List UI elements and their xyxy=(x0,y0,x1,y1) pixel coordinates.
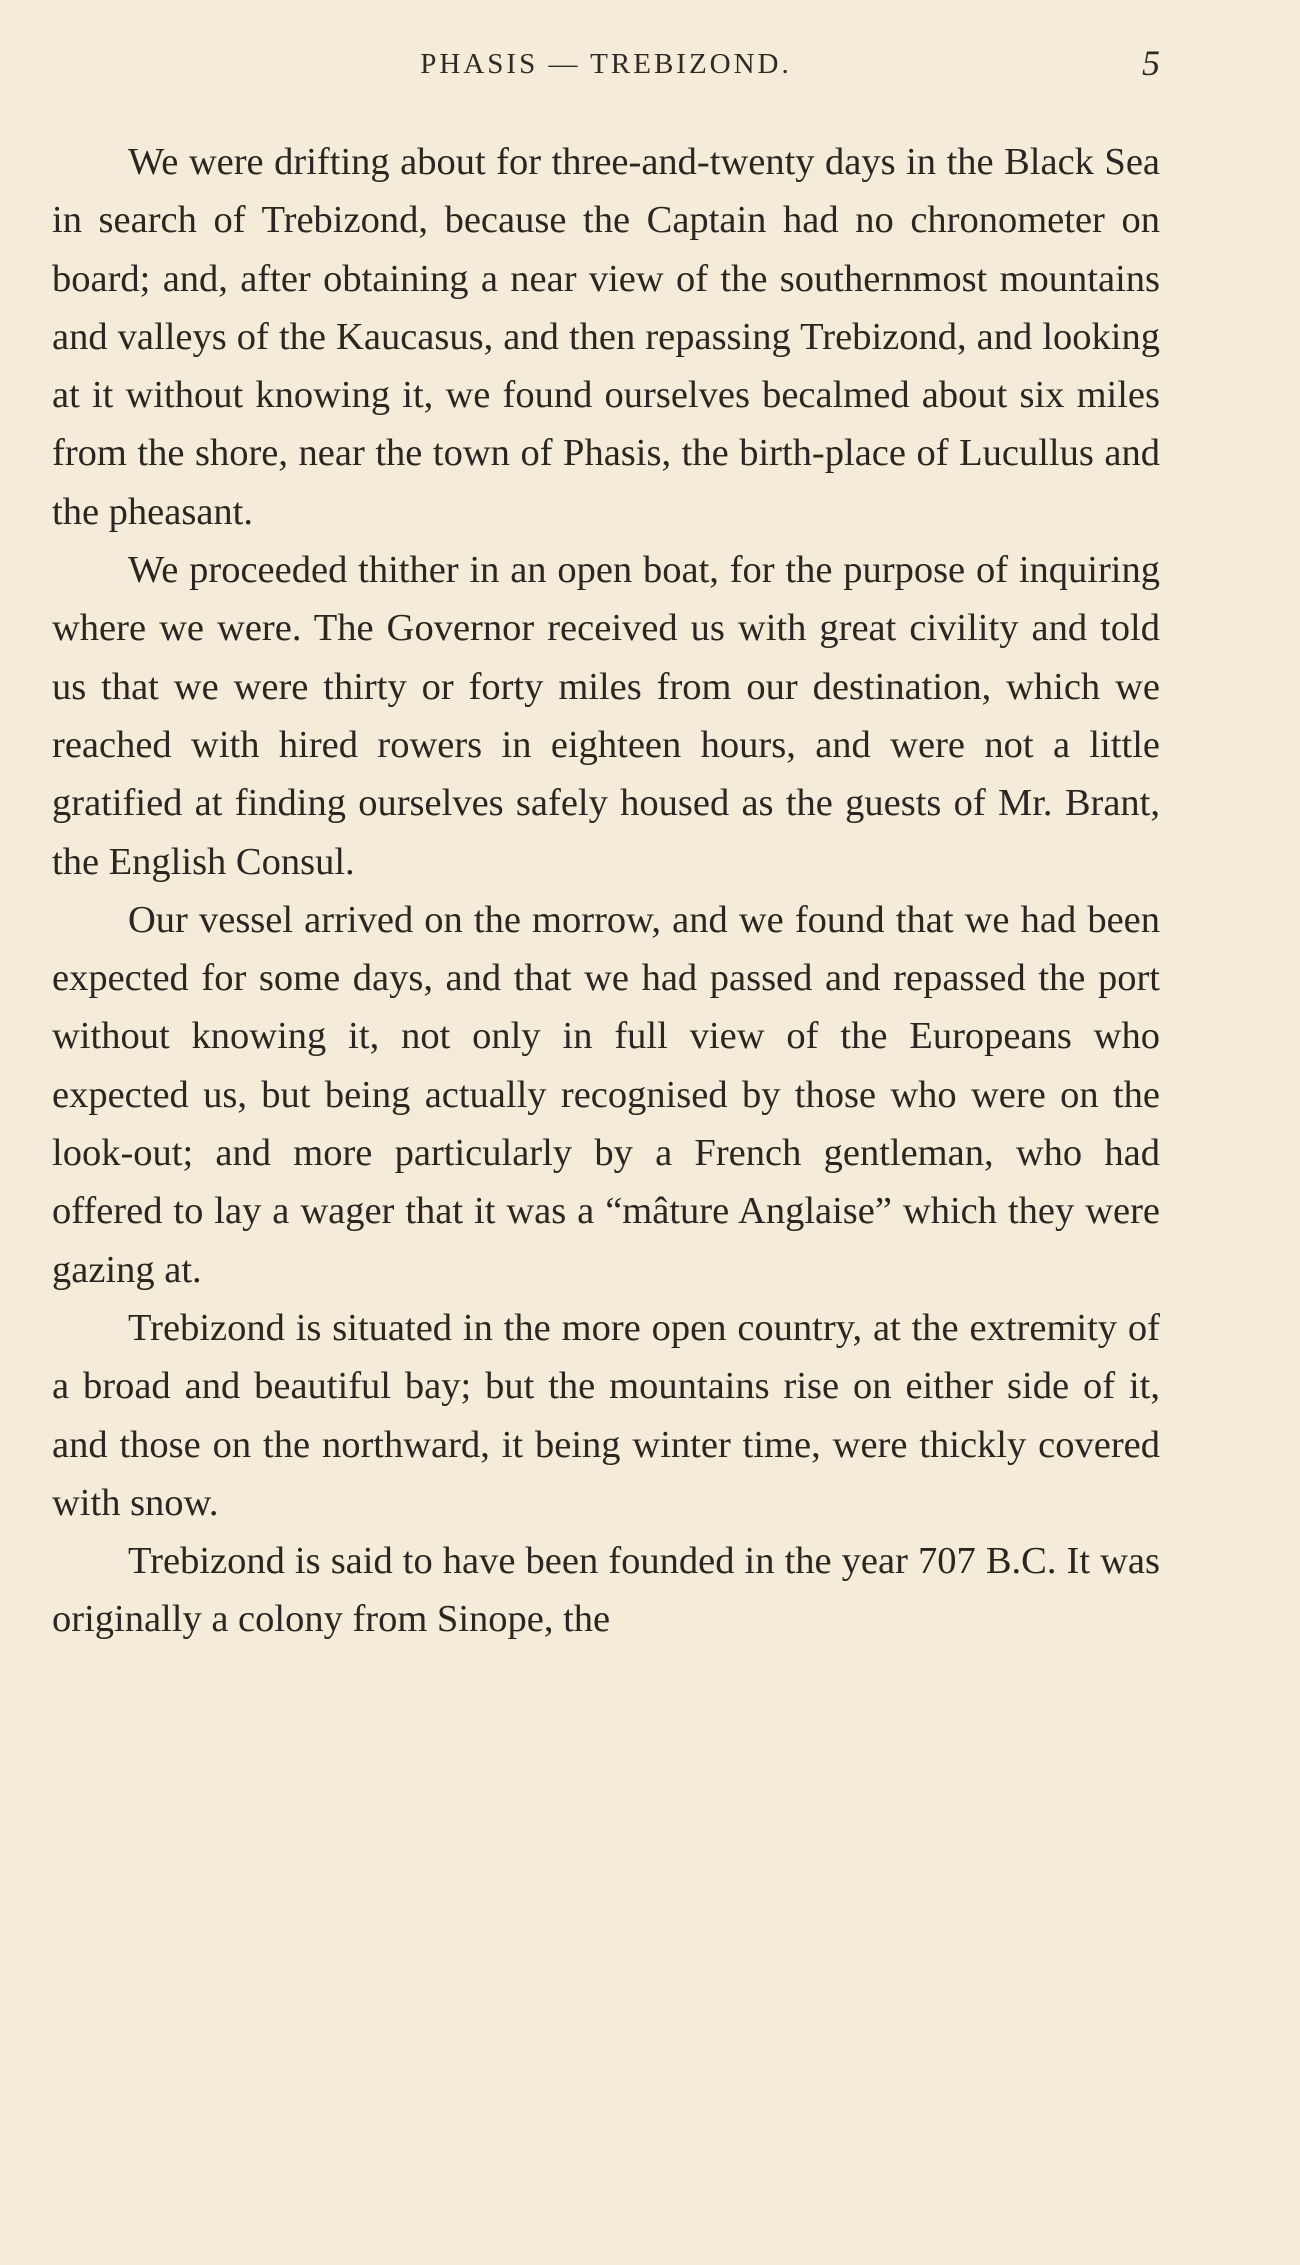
running-head xyxy=(52,40,1160,90)
paragraph-open-boat: We proceeded thither in an open boat, for the purpose of inquiring where we were. The Governor received us with great civility and told us that we were thirty or forty miles from our destination, which we reached with hired rowers in eighteen hours, and were not a little gratified at finding ourselves safely housed as the guests of Mr. Brant, the English Consul. xyxy=(52,549,1160,883)
paragraph-drifting: We were drifting about for three-and-twenty days in the Black Sea in search of Trebizond, because the Captain had no chronometer on board; and, after obtaining a near view of the southernmost mountains and valleys of the Kaucasus, and then repassing Trebizond, and looking at it without knowing it, we found ourselves becalmed about six miles from the shore, near the town of Phasis, the birth-place of Lucullus and the pheasant. xyxy=(52,141,1160,533)
body-text xyxy=(52,133,1160,1649)
paragraph-situation: Trebizond is situated in the more open country, at the extremity of a broad and beautiful bay; but the mountains rise on either side of it, and those on the northward, it being winter time, were thickly covered with snow. xyxy=(52,1306,1160,1524)
page-number: 5 xyxy=(1142,43,1160,83)
paragraph-founding: Trebizond is said to have been founded in the year 707 B.C. It was originally a colony from Sinope, the xyxy=(52,1540,1160,1641)
paragraph-vessel-arrived: Our vessel arrived on the morrow, and we found that we had been expected for some days, and that we had passed and repassed the port without knowing it, not only in full view of the Europeans who expected us, but being actually recognised by those who were on the look-out; and more particularly by a French gentleman, who had offered to lay a wager that it was a “mâture Anglaise” which they were gazing at. xyxy=(52,898,1160,1291)
running-title: PHASIS — TREBIZOND. xyxy=(420,48,792,80)
